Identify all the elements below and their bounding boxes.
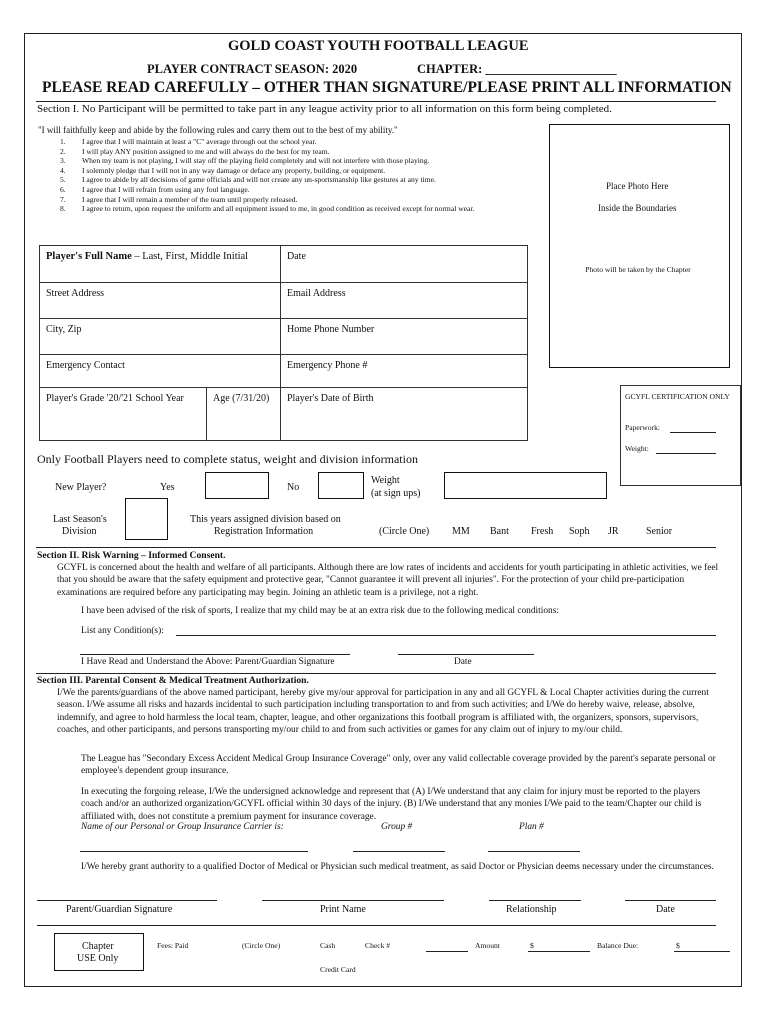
division-option[interactable]: JR: [608, 526, 619, 537]
conditions-input[interactable]: [176, 635, 716, 636]
plan-number-label: Plan #: [519, 822, 544, 832]
section2-advised: I have been advised of the risk of sports, I realize that my child may be at an extra risk due to the following medical conditions:: [81, 606, 559, 616]
date-label: Date: [287, 251, 306, 262]
insurance-carrier-input[interactable]: [80, 851, 308, 852]
full-name-label-bold: Player's Full Name: [46, 251, 132, 262]
cert-weight-line[interactable]: [656, 453, 716, 454]
parent-signature-line-1[interactable]: [80, 654, 350, 655]
division-option[interactable]: Bant: [490, 526, 509, 537]
circle-one-label: (Circle One): [379, 526, 430, 537]
home-phone-label: Home Phone Number: [287, 324, 375, 335]
section3-title: Section III. Parental Consent & Medical Treatment Authorization.: [37, 675, 309, 686]
section3-paragraph-4: I/We hereby grant authority to a qualified Doctor of Medical or Physician such medical treatment, as said Doctor or Physician deems necessary under the circumstances.: [81, 862, 714, 872]
amount-dollar-sign: $: [530, 941, 534, 950]
section3-paragraph-1: I/We the parents/guardians of the above named participant, hereby give my/our approval for participation in any and all GCYFL & Local Chapter activities during the current season. I/We assume all risks and hazards incidental to such participation including transportation to and from such activities; and I/We do hereby waive, release, absolve, indemnify, and agree to hold harmless the local team, chapter, league, and other organizations this football program is affiliated with, the organizers, sponsors, supervisors, coaches, and other participants, and persons transporting my/our child to and from such activities or games for any claim out of injury to my/our child.: [57, 688, 709, 736]
check-option[interactable]: Check #: [365, 941, 391, 950]
full-name-cell[interactable]: [39, 245, 281, 283]
date-cell[interactable]: [280, 245, 528, 283]
no-label: No: [287, 482, 300, 493]
no-checkbox[interactable]: [318, 472, 364, 499]
chapter-use-label-2: USE Only: [77, 953, 119, 964]
rule-number: 5.: [60, 175, 66, 185]
division-option[interactable]: Senior: [646, 526, 673, 537]
guardian-signature-label: Parent/Guardian Signature: [66, 904, 173, 915]
rule-number: 6.: [60, 185, 66, 194]
section1-note: Section I. No Participant will be permitted to take part in any league activity prior to all information on this form being completed.: [37, 103, 612, 115]
amount-label: Amount: [475, 941, 500, 950]
email-cell[interactable]: [280, 282, 528, 319]
emergency-phone-cell[interactable]: [280, 354, 528, 388]
street-label: Street Address: [46, 288, 105, 299]
rule-number: 3.: [60, 156, 66, 166]
dob-label: Player's Date of Birth: [287, 393, 374, 404]
chapter-field[interactable]: CHAPTER: _____________________: [417, 62, 617, 76]
group-number-input[interactable]: [353, 851, 445, 852]
city-cell[interactable]: [39, 318, 281, 355]
cash-option[interactable]: Cash: [320, 941, 336, 950]
rule-text: I will play ANY position assigned to me and will always do the best for my team.: [82, 146, 330, 156]
grade-cell[interactable]: [39, 387, 207, 441]
check-number-input[interactable]: [426, 951, 468, 952]
rule-number: 7.: [60, 194, 66, 204]
age-label: Age (7/31/20): [213, 393, 270, 404]
rule-text: I solemnly pledge that I will not in any way damage or deface any property, building, or equipment.: [82, 165, 386, 175]
division-option[interactable]: Fresh: [531, 526, 554, 537]
league-title: GOLD COAST YOUTH FOOTBALL LEAGUE: [228, 38, 529, 54]
relationship-input[interactable]: [489, 900, 581, 901]
balance-input[interactable]: [674, 951, 730, 952]
rule-text: I agree to abide by all decisions of game officials and will not create any un-sportsmanship like gestures at any time.: [82, 175, 436, 185]
chapter-use-box: [54, 933, 144, 971]
relationship-label: Relationship: [506, 904, 557, 915]
full-name-label-rest: – Last, First, Middle Initial: [131, 251, 249, 262]
rule-text: When my team is not playing, I will stay off the playing field completely and will not interfere with those playing.: [82, 156, 430, 166]
photo-note: Photo will be taken by the Chapter: [585, 265, 691, 274]
instruction-heading: PLEASE READ CAREFULLY – OTHER THAN SIGNATURE/PLEASE PRINT ALL INFORMATION: [42, 79, 732, 96]
section2-paragraph: GCYFL is concerned about the health and welfare of all participants. Although there are low rates of incidents and accidents for youth participating in athletic activities, we feel that you should be aware that the safety equipment and protective gear, "Cannot guarantee it will prevent all injuries". For the protection of your child pre-participation examinations are required before any participating may begin. Joining an athletic team is a privilege, not a right.: [57, 563, 719, 598]
guardian-signature-input[interactable]: [37, 900, 217, 901]
plan-number-input[interactable]: [488, 851, 580, 852]
emergency-phone-label: Emergency Phone #: [287, 360, 368, 371]
date-input[interactable]: [625, 900, 716, 901]
yes-label: Yes: [160, 482, 175, 493]
division-option[interactable]: Soph: [569, 526, 590, 537]
amount-input[interactable]: [528, 951, 590, 952]
section3-date-label: Date: [656, 904, 675, 915]
photo-boundaries: Inside the Boundaries: [598, 203, 677, 213]
certification-title: GCYFL CERTIFICATION ONLY: [625, 392, 730, 401]
age-cell[interactable]: [206, 387, 281, 441]
cert-paperwork-label: Paperwork:: [625, 423, 661, 432]
rule-number: 2.: [60, 146, 66, 156]
balance-due-label: Balance Due:: [597, 941, 639, 950]
dob-cell[interactable]: [280, 387, 528, 441]
email-label: Email Address: [287, 288, 346, 299]
weight-signup-label: (at sign ups): [371, 488, 421, 499]
rule-text: I agree that I will refrain from using any foul language.: [82, 185, 250, 194]
football-heading: Only Football Players need to complete status, weight and division information: [37, 452, 418, 466]
city-label: City, Zip: [46, 324, 82, 335]
read-understand-label: I Have Read and Understand the Above: Parent/Guardian Signature: [81, 657, 335, 667]
rule-text: I agree that I will maintain at least a "C" average through out the school year.: [82, 137, 317, 146]
fees-circle-label: (Circle One): [242, 941, 281, 950]
new-player-label: New Player?: [55, 482, 107, 493]
cert-weight-label: Weight:: [625, 444, 649, 453]
section3-paragraph-2: The League has "Secondary Excess Accident Medical Group Insurance Coverage" only, over any valid collectable coverage provided by the parent's separate personal or employee's dependent group insurance.: [81, 754, 716, 777]
rule-number: 1.: [60, 137, 66, 146]
division-label: Division: [62, 526, 97, 537]
print-name-input[interactable]: [262, 900, 444, 901]
street-cell[interactable]: [39, 282, 281, 319]
rule-text: I agree that I will remain a member of the team until properly released.: [82, 194, 298, 204]
home-phone-cell[interactable]: [280, 318, 528, 355]
rule-text: I agree to return, upon request the uniform and all equipment issued to me, in good condition as received except for normal wear.: [82, 204, 475, 214]
photo-box[interactable]: [549, 124, 730, 368]
contract-season: PLAYER CONTRACT SEASON: 2020: [147, 62, 358, 76]
print-name-label: Print Name: [320, 904, 366, 915]
registration-info-label: Registration Information: [214, 526, 314, 537]
last-season-division-box[interactable]: [125, 498, 168, 540]
cert-paperwork-line[interactable]: [670, 432, 716, 433]
rules-intro: "I will faithfully keep and abide by the following rules and carry them out to the best of my ability.": [38, 125, 398, 135]
division-option[interactable]: MM: [452, 526, 470, 537]
insurance-carrier-label: Name of our Personal or Group Insurance Carrier is:: [81, 822, 284, 832]
weight-label: Weight: [371, 475, 400, 486]
balance-dollar-sign: $: [676, 941, 680, 950]
last-season-label: Last Season's: [53, 514, 107, 525]
assigned-division-label: This years assigned division based on: [190, 514, 341, 525]
fees-paid-label: Fees: Paid: [157, 941, 189, 950]
group-number-label: Group #: [381, 822, 413, 832]
yes-checkbox[interactable]: [205, 472, 269, 499]
section3-paragraph-3: In executing the forgoing release, I/We the undersigned acknowledge and represent that (A) I/We understand that any claim for injury must be reported to the players coach and/or an authorized organization/GCYFL official within 30 days of the injury. (B) I/We understand that any monies I/We paid to the team/Chapter our child is affiliated with, does not constitute a premium payment for insurance coverage.: [81, 787, 702, 822]
rule-number: 8.: [60, 204, 66, 214]
section2-title: Section II. Risk Warning – Informed Consent.: [37, 550, 226, 561]
photo-instruction: Place Photo Here: [606, 181, 669, 191]
grade-label: Player's Grade '20/'21 School Year: [46, 393, 184, 404]
emergency-contact-label: Emergency Contact: [46, 360, 125, 371]
weight-input[interactable]: [444, 472, 607, 499]
chapter-use-label-1: Chapter: [82, 941, 114, 952]
section2-date-label: Date: [454, 657, 472, 667]
conditions-label: List any Condition(s):: [81, 626, 164, 636]
rule-number: 4.: [60, 165, 66, 175]
credit-card-option[interactable]: Credit Card: [320, 965, 356, 974]
emergency-contact-cell[interactable]: [39, 354, 281, 388]
date-line-1[interactable]: [398, 654, 534, 655]
